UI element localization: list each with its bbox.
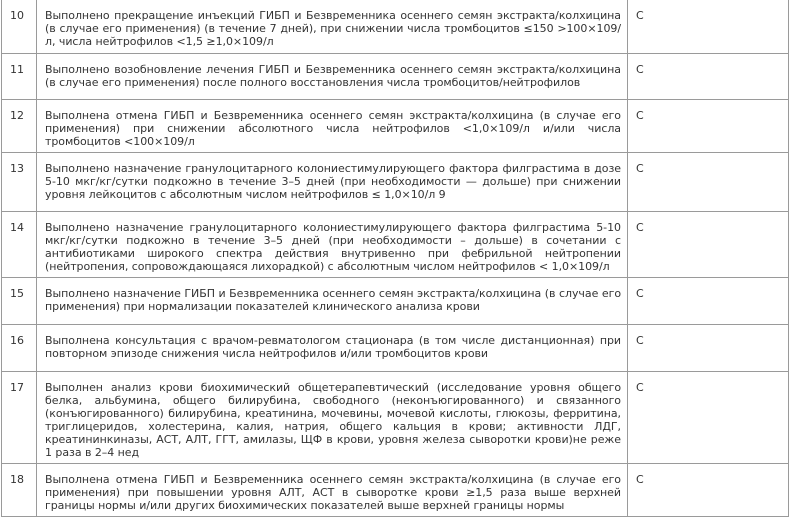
table-row bbox=[2, 100, 789, 153]
evidence-grade: С bbox=[628, 100, 789, 153]
row-number: 12 bbox=[2, 100, 37, 153]
evidence-grade: С bbox=[628, 372, 789, 464]
row-number: 13 bbox=[2, 153, 37, 212]
table-row bbox=[2, 212, 789, 278]
criterion-text: Выполнено назначение гранулоцитарного колониестимулирующего фактора филграстима в дозе 5-10 мкг/кг/сутки подкожно в течение 3–5 дней (при необходимости — дольше) при снижении уровня лейкоцитов с абсолютным числом нейтрофилов ≤ 1,0×10/л 9 bbox=[37, 153, 628, 212]
table-row bbox=[2, 153, 789, 212]
evidence-grade: С bbox=[628, 153, 789, 212]
criteria-table bbox=[1, 0, 789, 517]
row-number: 11 bbox=[2, 54, 37, 100]
row-number: 15 bbox=[2, 278, 37, 325]
table-row bbox=[2, 325, 789, 372]
criterion-text: Выполнен анализ крови биохимический общетерапевтический (исследование уровня общего белка, альбумина, общего билирубина, свободного (неконъюгированного) и связанного (конъюгированного) билирубина, креатинина, мочевины, мочевой кислоты, глюкозы, ферритина, триглицеридов, холестерина, калия, натрия, общего кальция в крови; активности ЛДГ, креатининкиназы, АСТ, АЛТ, ГГТ, амилазы, ЩФ в крови, уровня железа сыворотки крови)не реже 1 раза в 2–4 нед bbox=[37, 372, 628, 464]
evidence-grade: С bbox=[628, 278, 789, 325]
criterion-text: Выполнено назначение гранулоцитарного колониестимулирующего фактора филграстима 5-10 мкг/кг/сутки подкожно в течение 3–5 дней (при необходимости – дольше) в сочетании с антибиотиками широкого спектра действия внутривенно при фебрильной нейтропении (нейтропения, сопровождающаяся лихорадкой) с абсолютным числом нейтрофилов < 1,0×109/л bbox=[37, 212, 628, 278]
table-row bbox=[2, 464, 789, 517]
table-row bbox=[2, 278, 789, 325]
table-row bbox=[2, 0, 789, 54]
criterion-text: Выполнено назначение ГИБП и Безвременника осеннего семян экстракта/колхицина (в случае его применения) при нормализации показателей клинического анализа крови bbox=[37, 278, 628, 325]
row-number: 17 bbox=[2, 372, 37, 464]
criterion-text: Выполнено прекращение инъекций ГИБП и Безвременника осеннего семян экстракта/колхицина (в случае его применения) (в течение 7 дней), при снижении числа тромбоцитов ≤150 >100×109/л, числа нейтрофилов <1,5 ≥1,0×109/л bbox=[37, 0, 628, 54]
criterion-text: Выполнена отмена ГИБП и Безвременника осеннего семян экстракта/колхицина (в случае его применения) при снижении абсолютного числа нейтрофилов <1,0×109/л и/или числа тромбоцитов <100×109/л bbox=[37, 100, 628, 153]
row-number: 18 bbox=[2, 464, 37, 517]
evidence-grade: С bbox=[628, 325, 789, 372]
table-row bbox=[2, 372, 789, 464]
row-number: 14 bbox=[2, 212, 37, 278]
criterion-text: Выполнена консультация с врачом-ревматологом стационара (в том числе дистанционная) при повторном эпизоде снижения числа нейтрофилов и/или тромбоцитов крови bbox=[37, 325, 628, 372]
evidence-grade: С bbox=[628, 0, 789, 54]
criterion-text: Выполнена отмена ГИБП и Безвременника осеннего семян экстракта/колхицина (в случае его применения) при повышении уровня АЛТ, АСТ в сыворотке крови ≥1,5 раза выше верхней границы нормы и/или других биохимических показателей выше верхней границы нормы bbox=[37, 464, 628, 517]
evidence-grade: С bbox=[628, 464, 789, 517]
evidence-grade: С bbox=[628, 54, 789, 100]
criterion-text: Выполнено возобновление лечения ГИБП и Безвременника осеннего семян экстракта/колхицина (в случае его применения) после полного восстановления числа тромбоцитов/нейтрофилов bbox=[37, 54, 628, 100]
evidence-grade: С bbox=[628, 212, 789, 278]
row-number: 16 bbox=[2, 325, 37, 372]
row-number: 10 bbox=[2, 0, 37, 54]
table-row bbox=[2, 54, 789, 100]
